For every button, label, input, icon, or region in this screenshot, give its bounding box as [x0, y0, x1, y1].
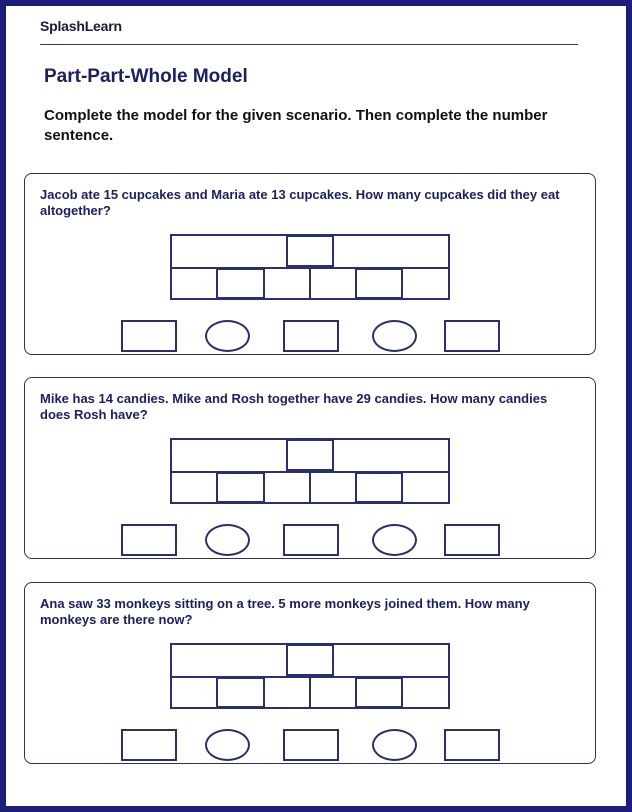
operator-oval-2[interactable]: [372, 524, 417, 556]
part-answer-box-left[interactable]: [216, 472, 265, 503]
operator-oval-1[interactable]: [205, 320, 250, 352]
number-sentence-box-1[interactable]: [121, 524, 177, 556]
operator-oval-2[interactable]: [372, 729, 417, 761]
model-divider-vertical: [309, 676, 311, 709]
number-sentence-box-3[interactable]: [444, 524, 500, 556]
number-sentence-box-2[interactable]: [283, 320, 339, 352]
operator-oval-1[interactable]: [205, 524, 250, 556]
header-divider: [40, 44, 578, 45]
problem-card-2: [24, 377, 596, 559]
model-divider-vertical: [309, 471, 311, 504]
whole-answer-box[interactable]: [286, 235, 334, 267]
problem-question: Mike has 14 candies. Mike and Rosh together have 29 candies. How many candies does Rosh have?: [40, 391, 548, 422]
part-answer-box-right[interactable]: [355, 472, 403, 503]
part-answer-box-right[interactable]: [355, 677, 403, 708]
instructions: Complete the model for the given scenario. Then complete the number sentence.: [44, 107, 548, 144]
whole-answer-box[interactable]: [286, 644, 334, 676]
part-answer-box-left[interactable]: [216, 268, 265, 299]
number-sentence-box-1[interactable]: [121, 729, 177, 761]
page-title: Part-Part-Whole Model: [44, 66, 248, 87]
number-sentence-box-2[interactable]: [283, 524, 339, 556]
problem-card-1: [24, 173, 596, 355]
number-sentence-box-3[interactable]: [444, 320, 500, 352]
number-sentence-box-2[interactable]: [283, 729, 339, 761]
splashlearn-logo: SplashLearn: [40, 18, 122, 34]
problem-question: Ana saw 33 monkeys sitting on a tree. 5 more monkeys joined them. How many monkeys are there now?: [40, 596, 530, 627]
operator-oval-2[interactable]: [372, 320, 417, 352]
part-answer-box-right[interactable]: [355, 268, 403, 299]
model-divider-vertical: [309, 267, 311, 300]
problem-card-3: [24, 582, 596, 764]
number-sentence-box-3[interactable]: [444, 729, 500, 761]
whole-answer-box[interactable]: [286, 439, 334, 471]
number-sentence-box-1[interactable]: [121, 320, 177, 352]
operator-oval-1[interactable]: [205, 729, 250, 761]
part-answer-box-left[interactable]: [216, 677, 265, 708]
problem-question: Jacob ate 15 cupcakes and Maria ate 13 cupcakes. How many cupcakes did they eat altogether?: [40, 187, 560, 218]
